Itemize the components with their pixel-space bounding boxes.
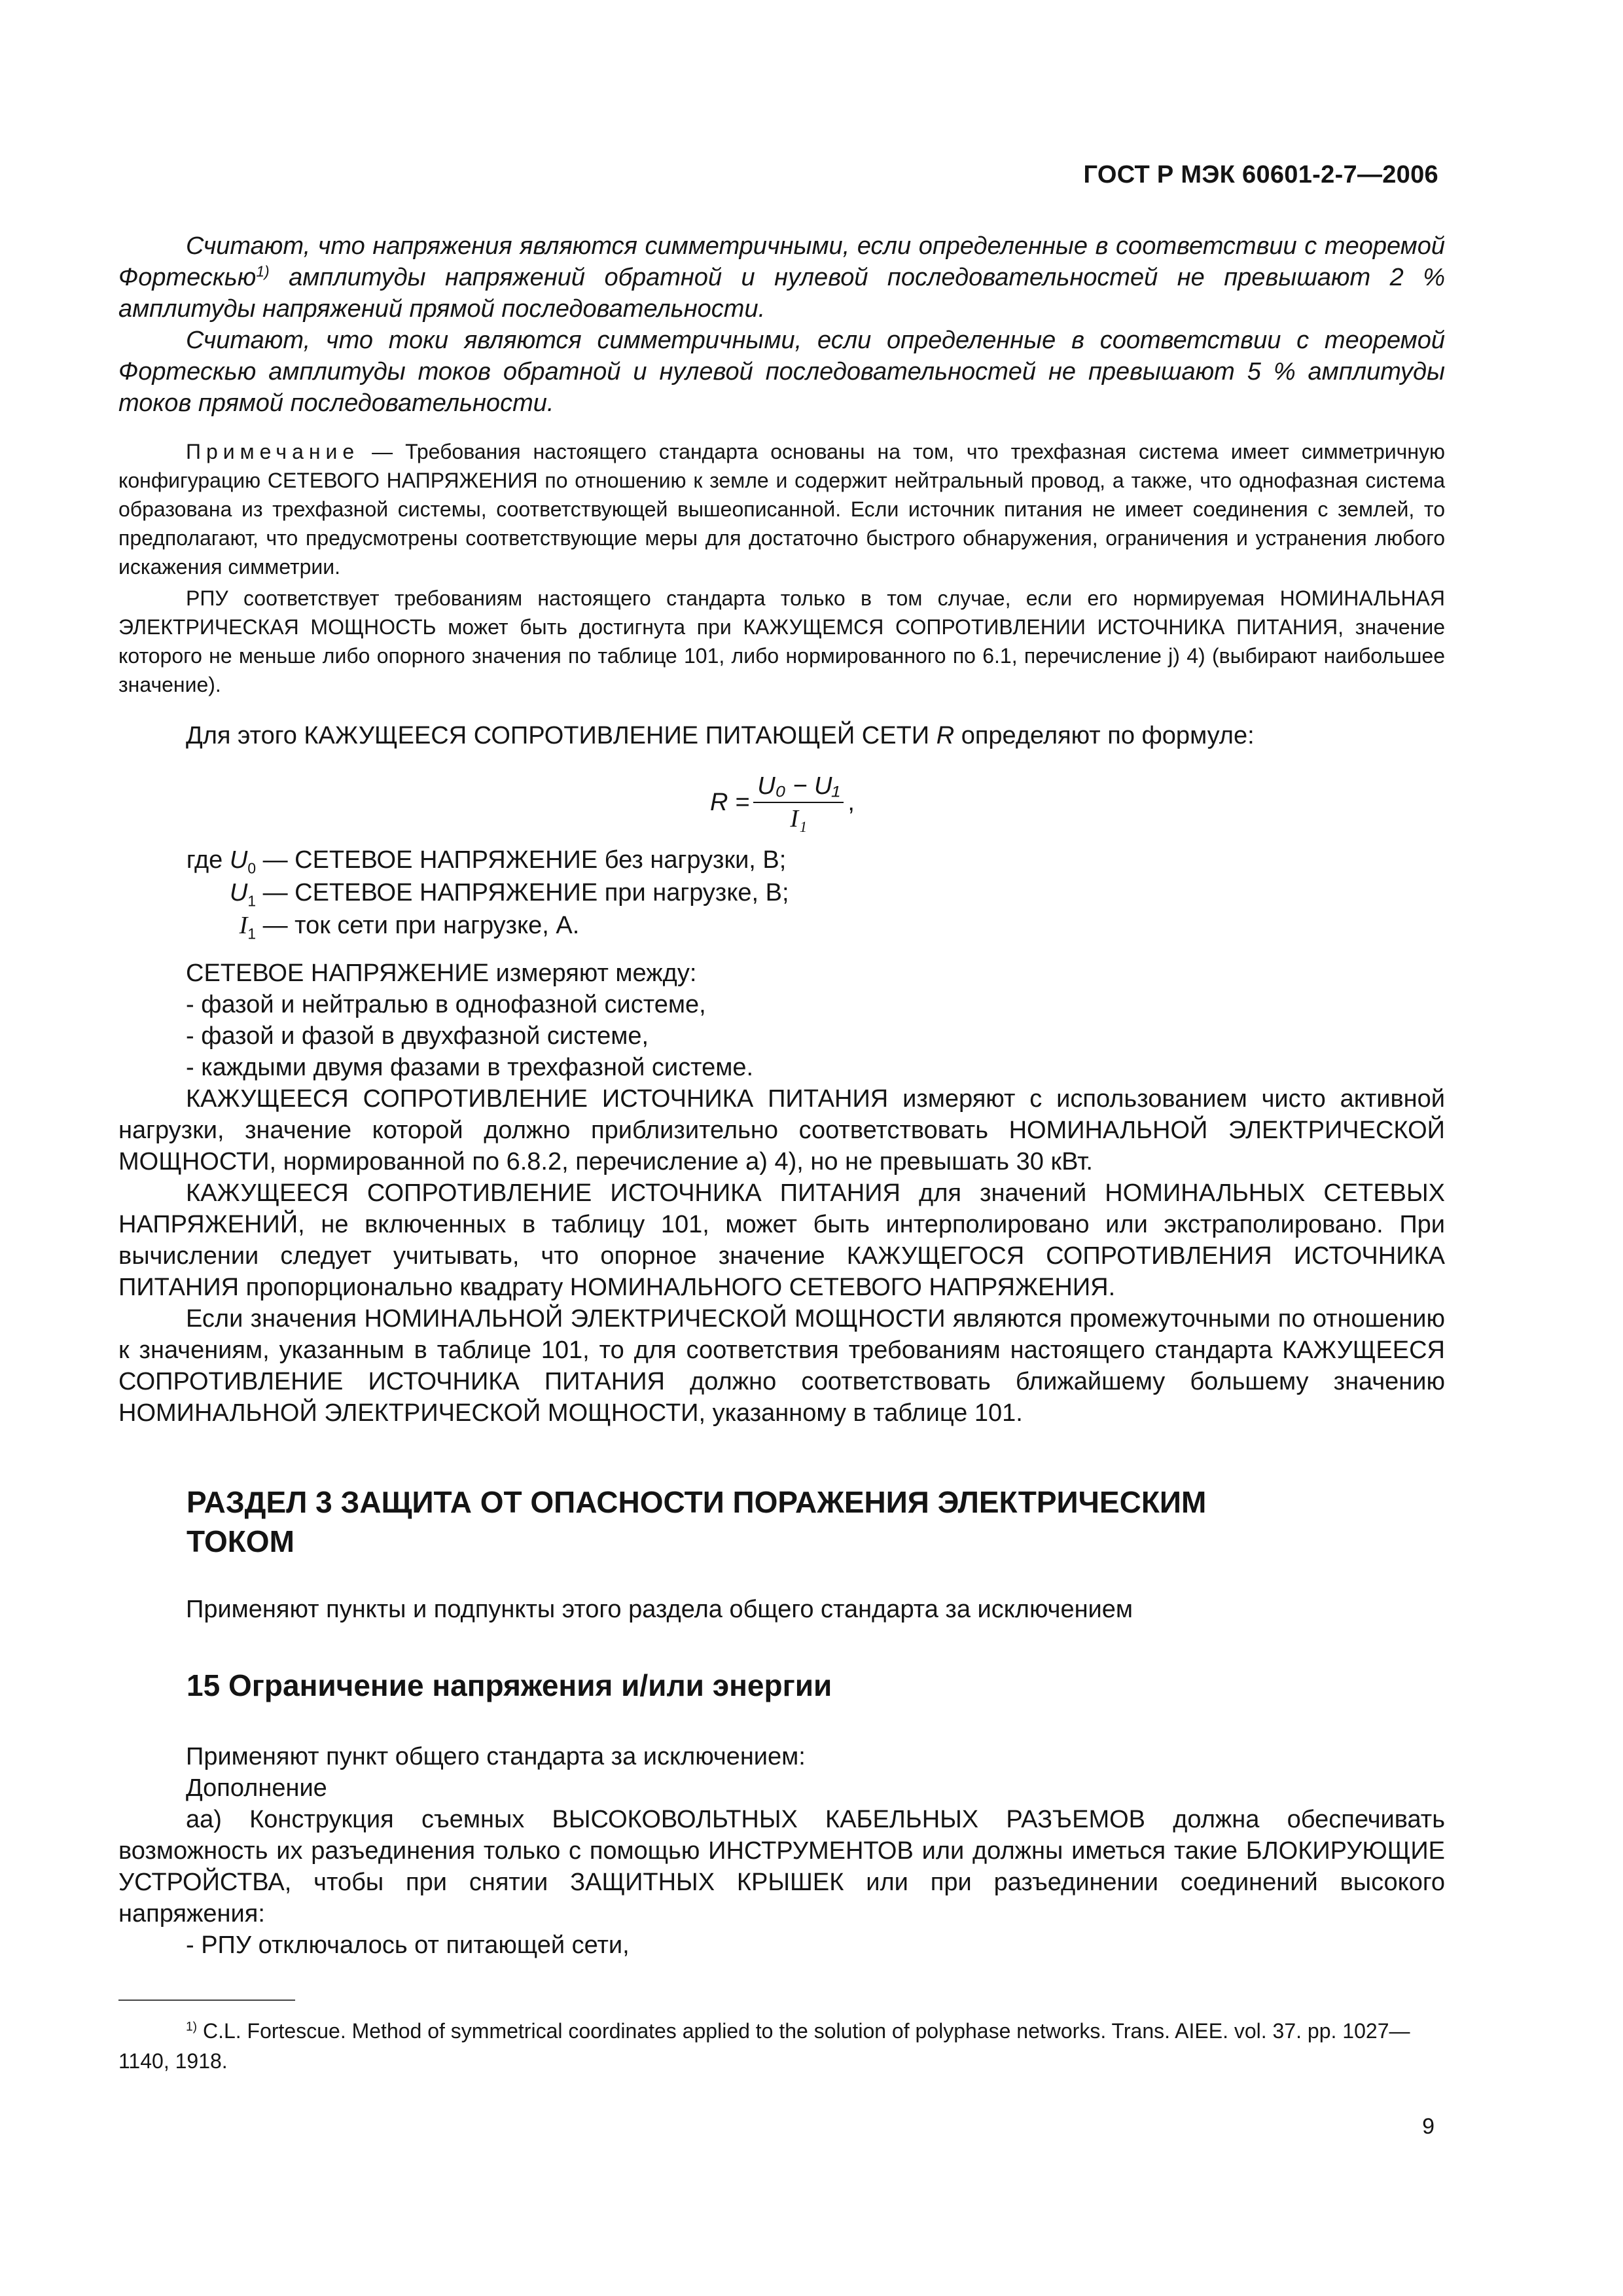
list-item: - РПУ отключалось от питающей сети, [186, 1931, 630, 1959]
current-symmetry-paragraph: Считают, что токи являются симметричными, если определенные в соответствии с теоремой Фортескью амплитуды токов обратной и нулевой последовательностей не превышают 5 % амплитуды токов прямой последовательности. [118, 327, 1445, 417]
list-item: - каждыми двумя фазами в трехфазной системе. [186, 1054, 754, 1081]
formula-trail: , [847, 789, 855, 816]
formula-lhs: R = [710, 789, 750, 816]
clause-15-title: 15 Ограничение напряжения и/или энергии [187, 1668, 832, 1702]
footnote-divider [118, 2000, 295, 2001]
footnote-ref[interactable]: 1) [256, 262, 270, 280]
clause-aa-paragraph: аа) Конструкция съемных ВЫСОКОВОЛЬТНЫХ КАБЕЛЬНЫХ РАЗЪЕМОВ должна обеспечивать возможность их разъединения только с помощью ИНСТРУМЕНТОВ или должны иметься такие БЛОКИРУЮЩИЕ УСТРОЙСТВА, чтобы при снятии ЗАЩИТНЫХ КРЫШЕК или при разъединении соединений высокого напряжения: [118, 1806, 1445, 1928]
voltage-symmetry-paragraph: Считают, что напряжения являются симметричными, если определенные в соответствии с теоремой Фортескью$^{1)}$ амплитуды напряжений обратной и нулевой последовательностей не превышают 2 % амплитуды напряжений прямой последовательности. [118, 232, 1445, 323]
note-label: Примечание [186, 440, 360, 463]
measure-paragraph-2: КАЖУЩЕЕСЯ СОПРОТИВЛЕНИЕ ИСТОЧНИКА ПИТАНИЯ для значений НОМИНАЛЬНЫХ СЕТЕВЫХ НАПРЯЖЕНИЙ, не включенных в таблицу 101, может быть интерполировано или экстраполировано. При вычислении следует учитывать, что опорное значение КАЖУЩЕГОСЯ СОПРОТИВЛЕНИЯ ИСТОЧНИКА ПИТАНИЯ пропорционально квадрату НОМИНАЛЬНОГО СЕТЕВОГО НАПРЯЖЕНИЯ. [118, 1179, 1445, 1301]
resistance-formula [710, 772, 855, 833]
list-item: - фазой и нейтралью в однофазной системе, [186, 991, 706, 1018]
measure-paragraph-1: КАЖУЩЕЕСЯ СОПРОТИВЛЕНИЕ ИСТОЧНИКА ПИТАНИЯ измеряют с использованием чисто активной нагрузки, значение которой должно приблизительно соответствовать НОМИНАЛЬНОЙ ЭЛЕКТРИЧЕСКОЙ МОЩНОСТИ, нормированной по 6.8.2, перечисление а) 4), но не превышать 30 кВт. [118, 1085, 1445, 1175]
note-block [118, 437, 1445, 699]
measure-intro: СЕТЕВОЕ НАПРЯЖЕНИЕ измеряют между: [186, 960, 697, 987]
note-paragraph: Примечание — Требования настоящего стандарта основаны на том, что трехфазная система имеет симметричную конфигурацию СЕТЕВОГО НАПРЯЖЕНИЯ по отношению к земле и содержит нейтральный провод, а также, что однофазная система образована из трехфазной системы, соответствующей вышеописанной. Если источник питания не имеет соединения с землей, то предполагают, что предусмотрены соответствующие меры для достаточно быстрого обнаружения, ограничения и устранения любого искажения симметрии. [118, 440, 1445, 579]
rpu-paragraph: РПУ соответствует требованиям настоящего стандарта только в том случае, если его нормируемая НОМИНАЛЬНАЯ ЭЛЕКТРИЧЕСКАЯ МОЩНОСТЬ может быть достигнута при КАЖУЩЕМСЯ СОПРОТИВЛЕНИИ ИСТОЧНИКА ПИТАНИЯ, значение которого не меньше либо опорного значения по таблице 101, либо нормированного по 6.1, перечисление j) 4) (выбирают наибольшее значение). [118, 586, 1445, 696]
where-row: $I_1$ — ток сети при нагрузке, А. [239, 912, 580, 942]
section-3-title: РАЗДЕЛ 3 ЗАЩИТА ОТ ОПАСНОСТИ ПОРАЖЕНИЯ ЭЛЕКТРИЧЕСКИМ ТОКОМ [187, 1485, 1207, 1558]
section-3-text: Применяют пункты и подпункты этого раздела общего стандарта за исключением [186, 1596, 1133, 1623]
footnote-mark: 1) [186, 2020, 198, 2034]
where-row: где $U_0$ — СЕТЕВОЕ НАПРЯЖЕНИЕ без нагрузки, В; [186, 846, 787, 877]
formula-intro: Для этого КАЖУЩЕЕСЯ СОПРОТИВЛЕНИЕ ПИТАЮЩЕЙ СЕТИ R определяют по формуле: [186, 722, 1255, 749]
measure-paragraph-3: Если значения НОМИНАЛЬНОЙ ЭЛЕКТРИЧЕСКОЙ МОЩНОСТИ являются промежуточными по отношению к значениям, указанным в таблице 101, то для соответствия требованиям настоящего стандарта КАЖУЩЕЕСЯ СОПРОТИВЛЕНИЕ ИСТОЧНИКА ПИТАНИЯ должно соответствовать ближайшему большему значению НОМИНАЛЬНОЙ ЭЛЕКТРИЧЕСКОЙ МОЩНОСТИ, указанному в таблице 101. [118, 1305, 1445, 1427]
clause-15-body: Применяют пункт общего стандарта за исключением: Дополнение аа) Конструкция съемных ВЫСОКОВОЛЬТНЫХ КАБЕЛЬНЫХ РАЗЪЕМОВ должна обеспечивать возможность их разъединения только с помощью ИНСТРУМЕНТОВ или должны иметься такие БЛОКИРУЮЩИЕ УСТРОЙСТВА, чтобы при снятии ЗАЩИТНЫХ КРЫШЕК или при разъединении соединений высокого напряжения: - РПУ отключалось от питающей сети, [118, 1741, 1445, 1961]
page-number: 9 [1422, 2114, 1435, 2139]
list-item: - фазой и фазой в двухфазной системе, [186, 1022, 649, 1050]
where-row: $U_1$ — СЕТЕВОЕ НАПРЯЖЕНИЕ при нагрузке, В; [229, 879, 789, 910]
formula-numerator: U₀ − U₁ [753, 772, 844, 803]
measurement-block [118, 958, 1445, 1429]
footnote: $^{1)}$ C.L. Fortescue. Method of symmetrical coordinates applied to the solution of polyphase networks. Trans. AIEE. vol. 37. pp. 1027—1140, 1918. [118, 2019, 1410, 2073]
italic-definitions [118, 230, 1445, 419]
standard-header: ГОСТ Р МЭК 60601-2-7—2006 [1083, 161, 1438, 188]
formula-denominator: I₁ [790, 805, 808, 833]
formula-fraction [753, 772, 844, 833]
variable-r: R [936, 722, 955, 749]
